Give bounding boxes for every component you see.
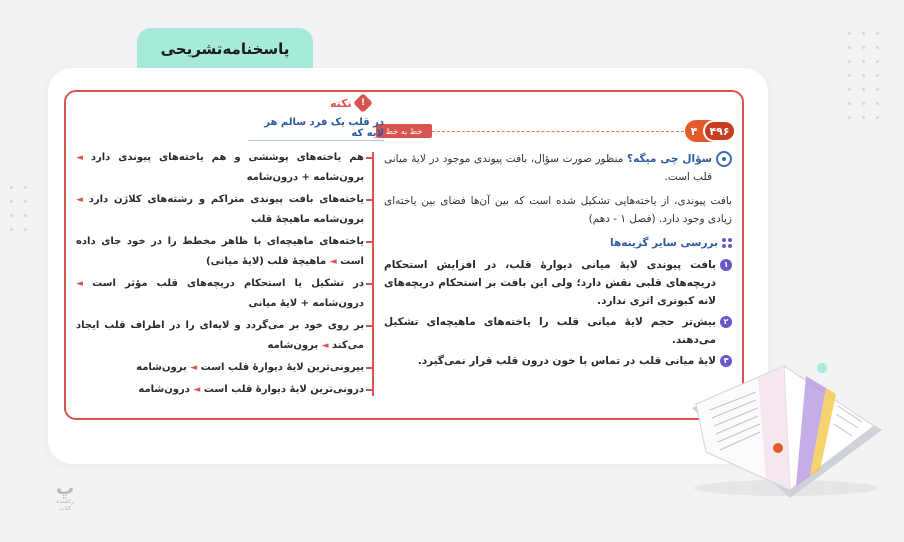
option-number: ۲ [720,316,732,328]
footer-logo [52,480,78,512]
arrow-icon: ◄ [321,341,329,351]
arrow-icon: ◄ [190,363,198,373]
question-number-badge [685,120,735,142]
note-item-result: برون‌شامه ماهیچۀ قلب [251,214,364,225]
option-row [384,313,732,349]
note-item-text: یاخته‌های ماهیچه‌ای با ظاهر مخطط را در خود جای داده است [76,236,364,267]
option-number: ۱ [720,259,732,271]
arrow-icon: ◄ [193,385,201,395]
arrow-icon: ◄ [329,257,337,267]
note-item-text: بیرونی‌ترین لایۀ دیوارۀ قلب است [200,362,364,373]
note-item [76,274,364,314]
note-item-result: ماهیچۀ قلب (لایۀ میانی) [206,256,327,267]
target-icon [716,151,732,167]
explanation-paragraph: بافت پیوندی، از یاخته‌هایی تشکیل شده است که بین آن‌ها فضای بین یاخته‌ای زیادی وجود دارد. (فصل ۱ - دهم) [384,195,732,225]
logo-text: راشنده کتاب [56,498,74,512]
note-item [76,380,364,400]
option-row [384,352,732,370]
review-heading [384,234,732,252]
note-item [76,358,364,378]
note-subtitle: در قلب یک فرد سالم هر لایه که [248,117,384,141]
note-item-text: بر روی خود بر می‌گردد و لایه‌ای را در اطراف قلب ایجاد می‌کند [76,320,364,351]
option-text: بافت پیوندی لایۀ میانی دیوارۀ قلب، در افزایش استحکام دریچه‌های قلبی نقش دارد؛ ولی این بافت بر استحکام دریچه‌های لانه کبوتری اثری ندارد. [384,259,716,307]
question-header [384,150,732,186]
option-row [384,256,732,310]
note-item [76,316,364,356]
arrow-icon: ◄ [76,195,83,205]
note-item-result: برون‌شامه + درون‌شامه [246,172,364,183]
option-text: بیش‌تر حجم لایۀ میانی قلب را یاخته‌های ماهیچه‌ای تشکیل می‌دهند. [384,316,716,346]
note-header [330,96,370,110]
option-number: ۳ [720,355,732,367]
note-item [76,148,364,188]
dashed-divider [432,131,684,132]
note-item-result: درون‌شامه [138,384,190,395]
tab-title: پاسخنامه‌تشریحی [160,40,290,58]
arrow-icon: ◄ [76,279,83,289]
answer-option: ۴ [690,124,698,138]
answer-key-tab [137,28,313,70]
note-item-result: درون‌شامه + لایۀ میانی [248,298,364,309]
note-list [76,148,364,402]
explanation-column [384,150,732,373]
review-title: بررسی سایر گزینه‌ها [610,237,718,249]
warning-icon: ! [353,93,373,113]
arrow-icon: ◄ [76,153,83,163]
note-item [76,190,364,230]
open-book-illustration [686,348,882,498]
step-label: خط به خط [376,124,432,138]
question-header-label: سؤال چی میگه؟ [627,153,713,165]
note-item-text: هم یاخته‌های پوششی و هم یاخته‌های پیوندی دارد [90,152,364,163]
question-number: ۴۹۶ [703,120,736,142]
option-text: لایۀ میانی قلب در تماس با خون درون قلب قرار نمی‌گیرد. [417,355,716,367]
dots-grid-icon [722,238,732,248]
note-item [76,232,364,272]
note-item-text: درونی‌ترین لایۀ دیوارۀ قلب است [203,384,364,395]
note-item-text: در تشکیل یا استحکام دریچه‌های قلب مؤثر است [92,278,364,289]
note-item-text: یاخته‌های بافت پیوندی متراکم و رشته‌های کلاژن دارد [88,194,364,205]
note-item-result: برون‌شامه [136,362,187,373]
note-title: نکته [330,96,352,110]
question-header-text [384,150,712,186]
question-header-body: منظور صورت سؤال، بافت پیوندی موجود در لایۀ میانی قلب است. [384,153,712,183]
logo-mark-icon: ڀ [55,478,75,499]
note-item-result: برون‌شامه [267,340,319,351]
